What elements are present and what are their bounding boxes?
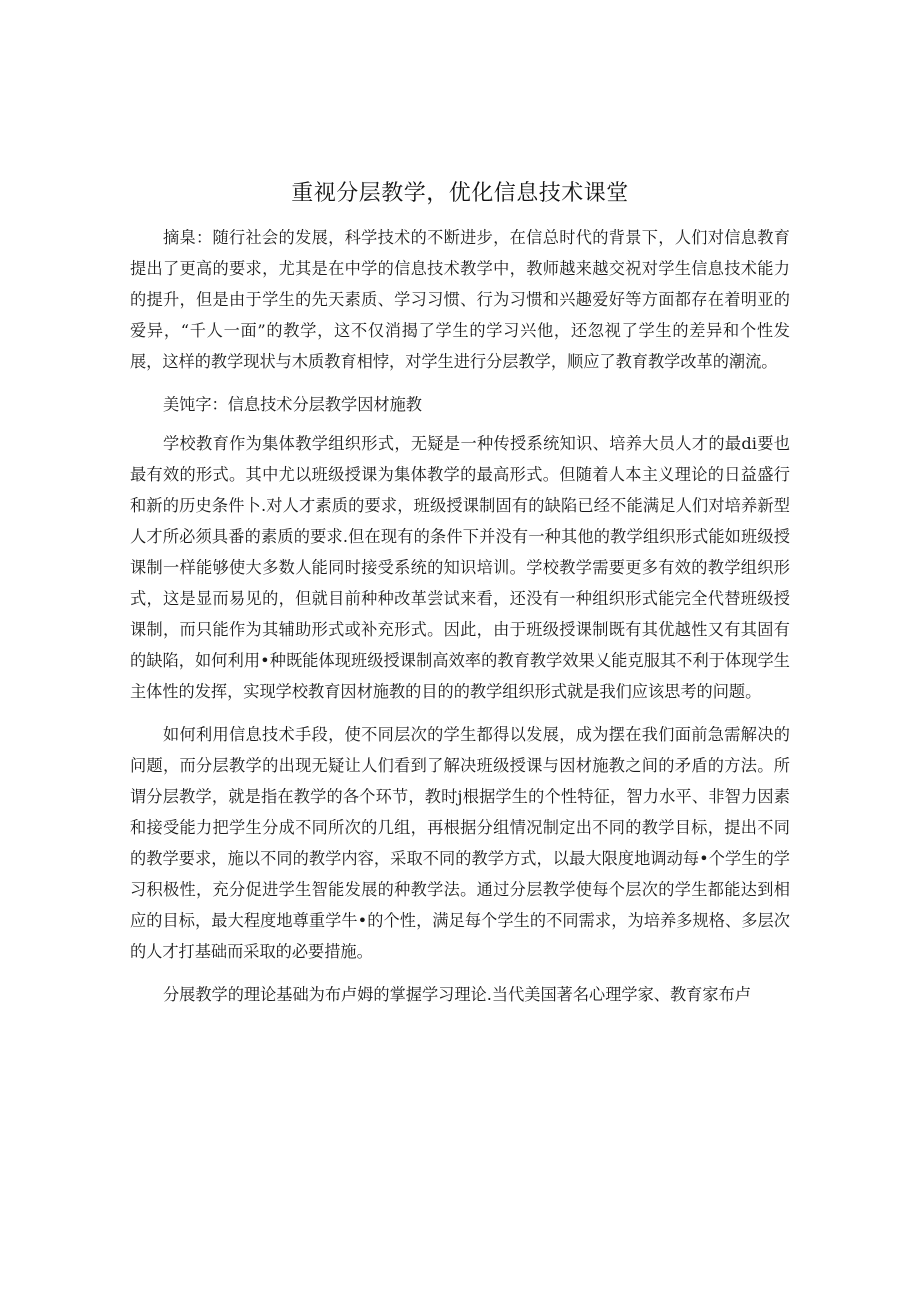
- body-paragraph-2: 如何利用信息技术手段，使不同层次的学生都得以发展，成为摆在我们面前急需解决的问题，而分层教学的出现无疑让人们看到了解决班级授课与因材施教之间的矛盾的方法。所谓分层教学，就是指在教学的各个环节，教时j根据学生的个性特征，智力水平、非智力因素和接受能力把学生分成不同所次的几组，再根据分组情况制定出不同的教学目标，提出不同的教学要求，施以不同的教学内容，采取不同的教学方式，以最大限度地调动每•个学生的学习积极性，充分促进学生智能发展的种教学法。通过分层教学使每个层次的学生都能达到相应的目标，最大程度地尊重学牛•的个性，满足每个学生的不同需求，为培养多规格、多层次的人才打基础而采取的必要措施。: [130, 725, 790, 961]
- abstract-paragraph: 摘臬：随行社会的发展，科学技术的不断进步，在信总时代的背景下，人们对信息教育提出了更高的要求，尤其是在中学的信息技术教学中，教师越来越交祝对学生信息技术能力的提升，但是由于学生的先天素质、学习习惯、行为习惯和兴趣爱好等方面都存在着明亚的爱异，“千人一面”的教学，这不仅消揭了学生的学习兴他，还忽视了学生的差异和个性发展，这样的教学现状与木质教育相悖，对学生进行分层教学，顺应了教育教学改革的潮流。: [130, 228, 790, 371]
- document-title: 重视分层教学，优化信息技术课堂: [291, 181, 629, 206]
- body-paragraph-3: 分展教学的理论基础为布卢姆的掌握学习理论.当代美国著名心理学家、教育家布卢: [163, 985, 751, 1004]
- body-paragraph-1: 学校教育作为集体教学组织形式，无疑是一种传授系统知识、培养大员人才的最di要也最有效的形式。其中尤以班级授课为集体教学的最高形式。但随着人本主义理论的日益盛行和新的历史条件卜.对人才素质的要求，班级授课制固有的缺陷已经不能满足人们对培养新型人才所必须具番的素质的要求.但在现有的条件下并没有一种其他的教学组织形式能如班级授课制一样能够使大多数人能同时接受系统的知识培训。学校教学需要更多有效的教学组织形式，这是显而易见的，但就目前种种改革尝试来看，还没有一种组织形式能完全代替班级授课制，而只能作为其辅助形式或补充形式。因此，由于班级授课制既有其优越性又有其固有的缺陷，如何利用•种既能体现班级授课制高效率的教育教学效果乂能克服其不利于体现学生主体性的发挥，实现学校教育因材施教的目的的教学组织形式就是我们应该思考的问题。: [130, 434, 790, 701]
- keywords-paragraph: 美饨字：信息技术分层教学因材施教: [163, 395, 422, 414]
- document-body: [130, 222, 790, 1022]
